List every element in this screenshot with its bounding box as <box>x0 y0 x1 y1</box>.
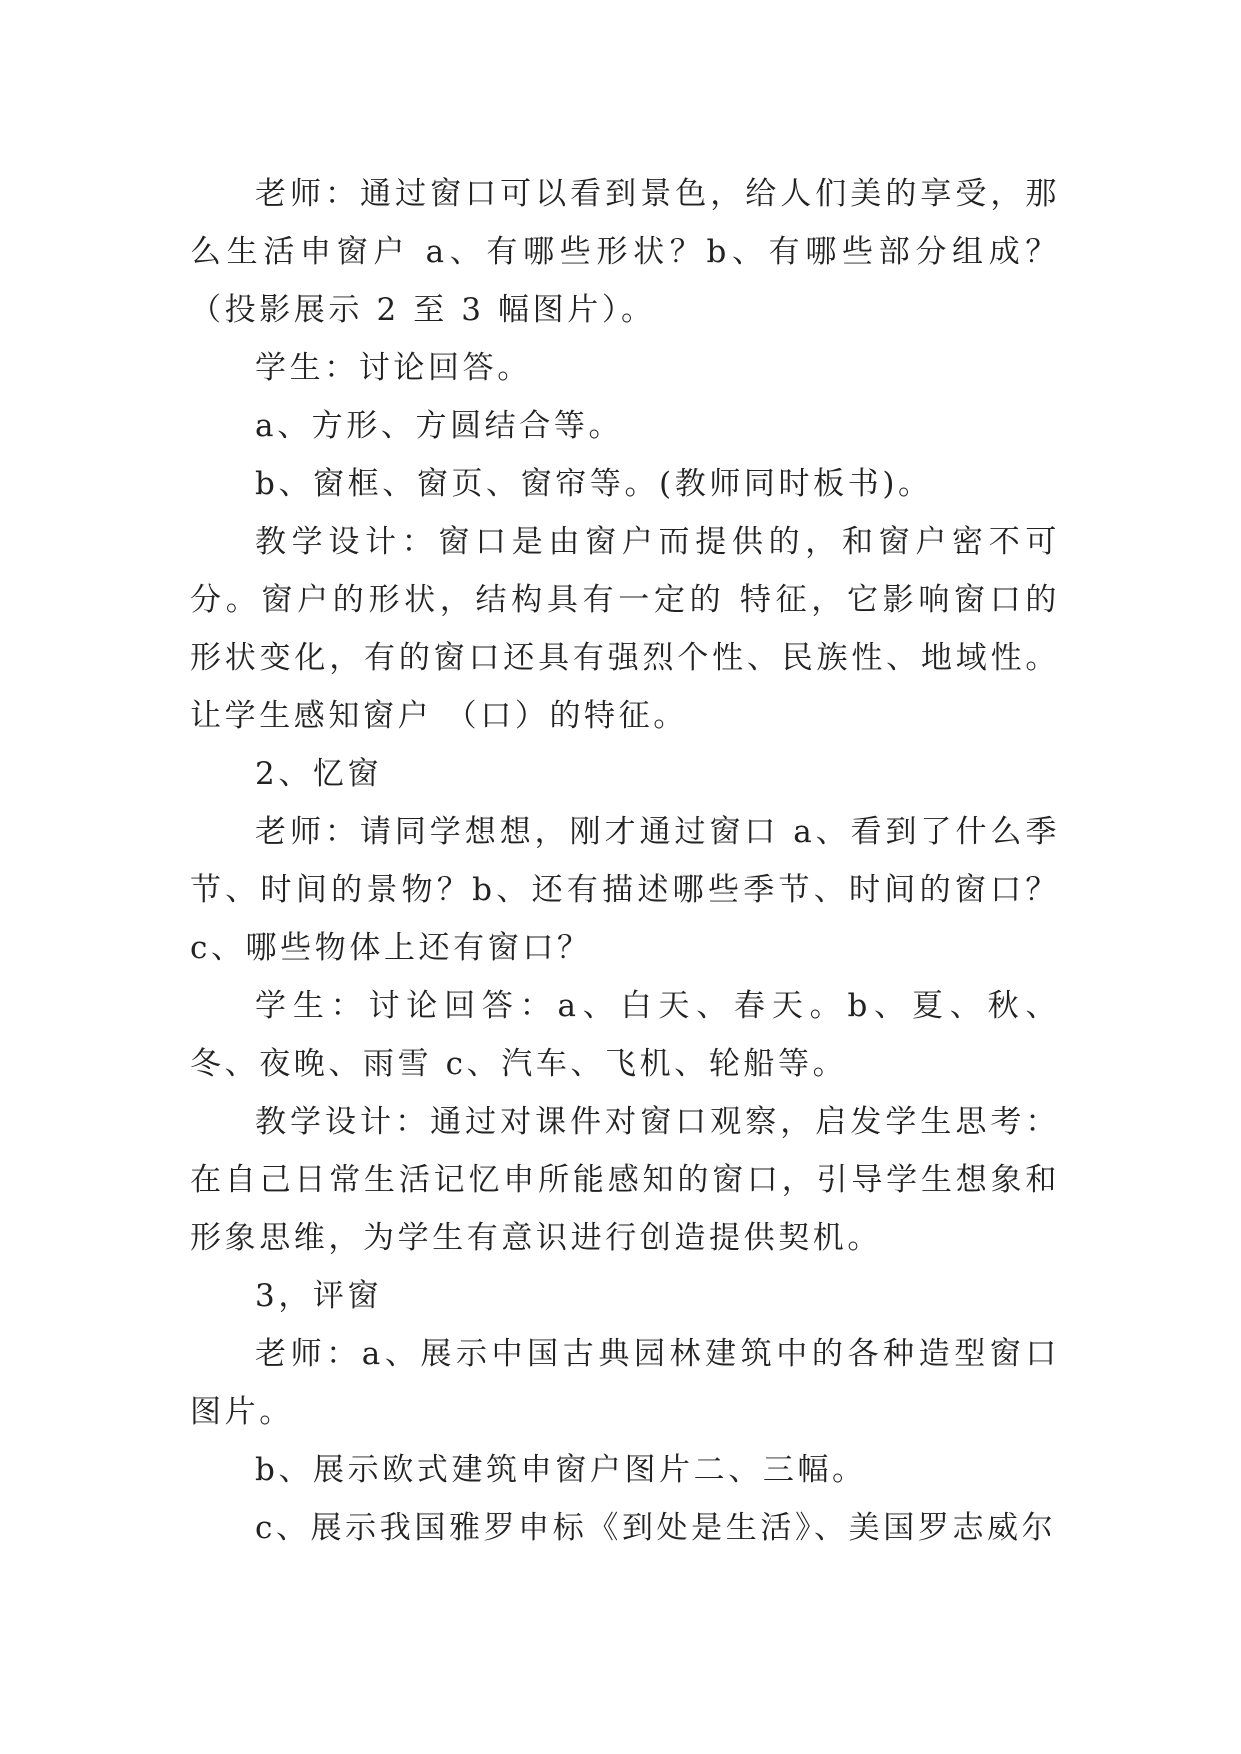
section-heading-evaluate-window: 3，评窗 <box>255 1278 383 1314</box>
section-heading-recall-window: 2、忆窗 <box>255 756 383 792</box>
paragraph-teacher-window-shapes: 老师：通过窗口可以看到景色，给人们美的享受，那么生活申窗户 a、有哪些形状？b、有哪些部分组成？（投影展示 2 至 3 幅图片）。 <box>190 176 1060 328</box>
paragraph-student-recall-answer: 学生：讨论回答：a、白天、春天。b、夏、秋、冬、夜晚、雨雪 c、汽车、飞机、轮船等。 <box>190 988 1060 1082</box>
paragraph-show-c: c、展示我国雅罗申标《到处是生活》、美国罗志威尔 <box>255 1510 1057 1546</box>
paragraph-student-discuss: 学生：讨论回答。 <box>255 350 532 386</box>
paragraph-teacher-show-a: 老师：a、展示中国古典园林建筑中的各种造型窗口图片。 <box>190 1336 1060 1430</box>
paragraph-show-b: b、展示欧式建筑申窗户图片二、三幅。 <box>255 1452 867 1488</box>
paragraph-design-note-1: 教学设计：窗口是由窗户而提供的，和窗户密不可分。窗户的形状，结构具有一定的 特征，它影响窗口的形状变化，有的窗口还具有强烈个性、民族性、地域性。让学生感知窗户 （口）的特征。 <box>190 524 1060 734</box>
paragraph-answer-a: a、方形、方圆结合等。 <box>255 408 624 444</box>
paragraph-answer-b: b、窗框、窗页、窗帘等。(教师同时板书)。 <box>255 466 933 502</box>
document-page <box>190 165 1060 1557</box>
paragraph-teacher-recall: 老师：请同学想想，刚才通过窗口 a、看到了什么季节、时间的景物？b、还有描述哪些季节、时间的窗口？c、哪些物体上还有窗口？ <box>190 814 1060 966</box>
paragraph-design-note-2: 教学设计：通过对课件对窗口观察，启发学生思考：在自己日常生活记忆申所能感知的窗口，引导学生想象和形象思维，为学生有意识进行创造提供契机。 <box>190 1104 1060 1256</box>
